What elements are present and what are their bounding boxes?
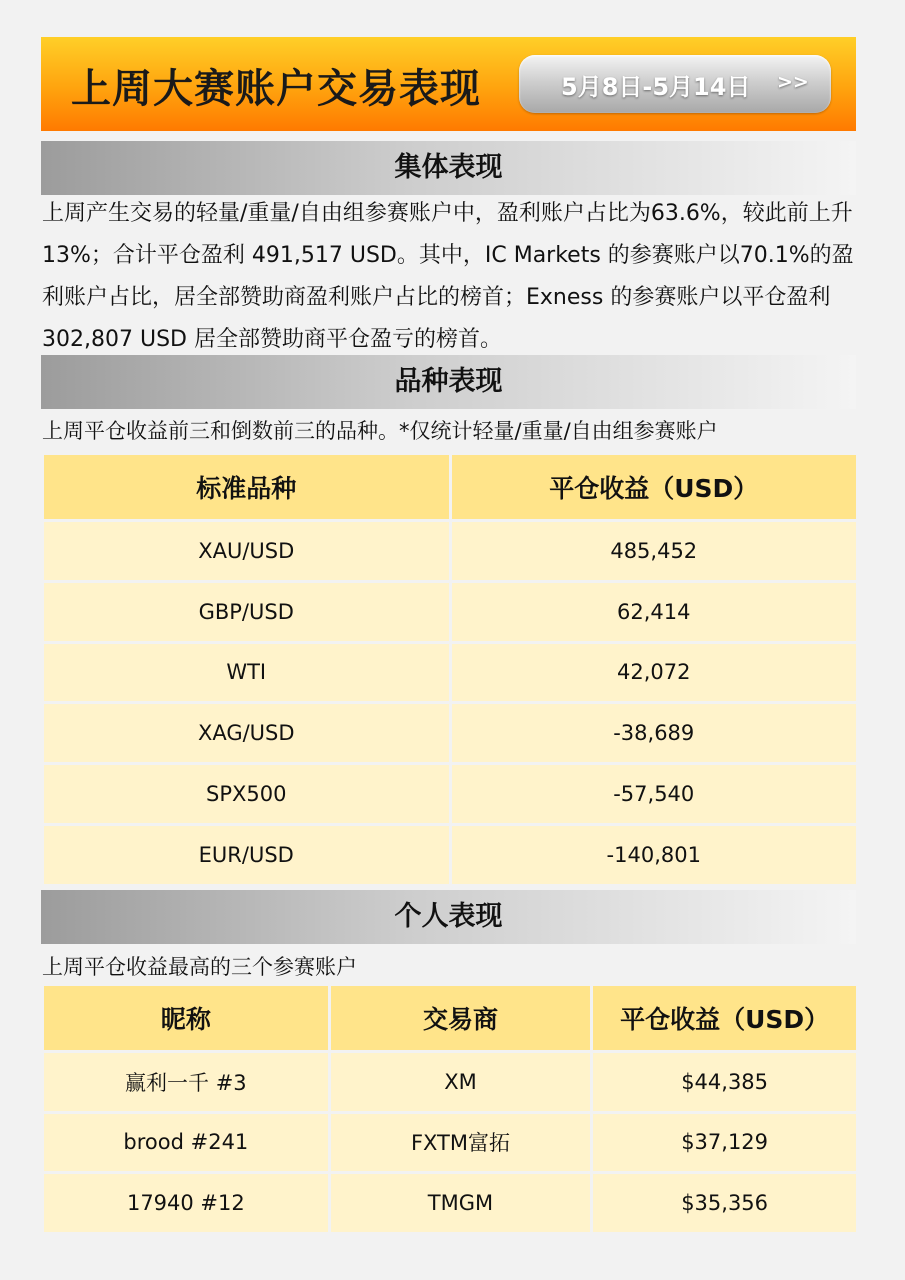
table-row <box>44 1174 856 1232</box>
pnl-cell: 62,414 <box>452 583 857 641</box>
table-row <box>44 765 856 823</box>
broker-cell: XM <box>331 1053 591 1111</box>
broker-cell: FXTM富拓 <box>331 1114 591 1172</box>
section-heading-individual: 个人表现 <box>41 890 856 944</box>
page-title: 上周大赛账户交易表现 <box>71 66 481 112</box>
table-header-row <box>44 455 856 519</box>
symbol-cell: SPX500 <box>44 765 449 823</box>
column-header-pnl: 平仓收益（USD） <box>593 986 856 1050</box>
date-range-button[interactable] <box>519 55 831 113</box>
nickname-cell: 赢利一千 #3 <box>44 1053 328 1111</box>
column-header-pnl: 平仓收益（USD） <box>452 455 857 519</box>
section-heading-collective: 集体表现 <box>41 141 856 195</box>
pnl-cell: $35,356 <box>593 1174 856 1232</box>
pnl-cell: -38,689 <box>452 704 857 762</box>
nickname-cell: brood #241 <box>44 1114 328 1172</box>
symbol-cell: GBP/USD <box>44 583 449 641</box>
table-row <box>44 1053 856 1111</box>
symbols-caption: 上周平仓收益前三和倒数前三的品种。*仅统计轻量/重量/自由组参赛账户 <box>42 419 718 443</box>
pnl-cell: 485,452 <box>452 522 857 580</box>
table-row <box>44 1114 856 1172</box>
column-header-symbol: 标准品种 <box>44 455 449 519</box>
pnl-cell: -140,801 <box>452 826 857 884</box>
column-header-broker: 交易商 <box>331 986 591 1050</box>
column-header-nickname: 昵称 <box>44 986 328 1050</box>
table-row <box>44 583 856 641</box>
table-row <box>44 522 856 580</box>
individual-caption: 上周平仓收益最高的三个参赛账户 <box>42 955 357 979</box>
table-row <box>44 704 856 762</box>
pnl-cell: 42,072 <box>452 644 857 702</box>
table-row <box>44 644 856 702</box>
pnl-cell: -57,540 <box>452 765 857 823</box>
date-range-label: 5月8日-5月14日 <box>561 73 751 101</box>
section-heading-symbols: 品种表现 <box>41 355 856 409</box>
table-row <box>44 826 856 884</box>
collective-summary-text: 上周产生交易的轻量/重量/自由组参赛账户中，盈利账户占比为63.6%，较此前上升13%；合计平仓盈利 491,517 USD。其中，IC Markets 的参赛账户以70.1%的盈利账户占比，居全部赞助商盈利账户占比的榜首；Exness 的参赛账户以平仓盈利 302,807 USD 居全部赞助商平仓盈亏的榜首。 <box>42 201 854 352</box>
title-banner <box>41 37 856 131</box>
symbol-cell: XAG/USD <box>44 704 449 762</box>
table-header-row <box>44 986 856 1050</box>
double-chevron-right-icon: >> <box>777 71 809 93</box>
broker-cell: TMGM <box>331 1174 591 1232</box>
symbol-cell: WTI <box>44 644 449 702</box>
pnl-cell: $37,129 <box>593 1114 856 1172</box>
symbol-cell: XAU/USD <box>44 522 449 580</box>
symbol-performance-table <box>41 452 859 887</box>
symbol-cell: EUR/USD <box>44 826 449 884</box>
pnl-cell: $44,385 <box>593 1053 856 1111</box>
nickname-cell: 17940 #12 <box>44 1174 328 1232</box>
top-accounts-table <box>41 983 859 1235</box>
